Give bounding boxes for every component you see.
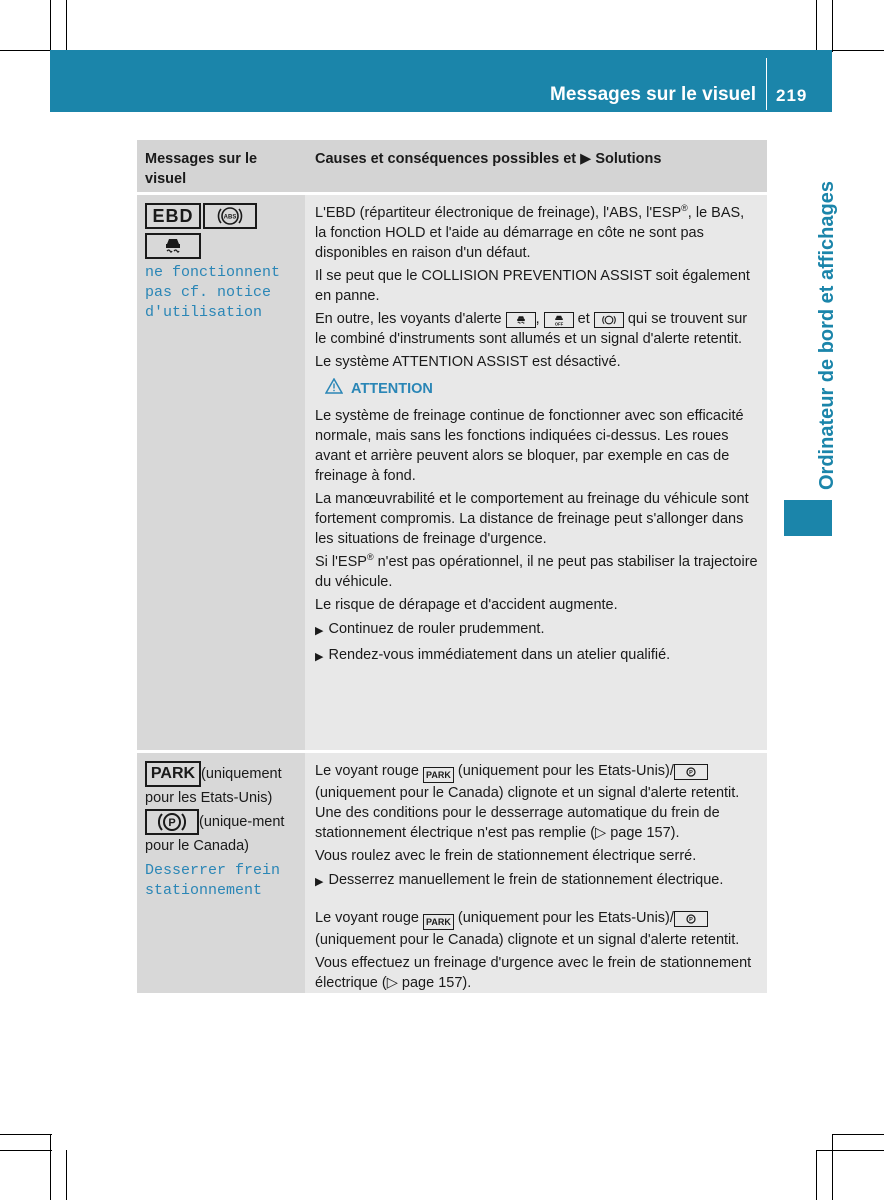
- triangle-bullet-icon: ▶: [315, 625, 324, 637]
- causes-cell: L'EBD (répartiteur électronique de freinage), l'ABS, l'ESP®, le BAS, la fonction HOLD et l'aide au démarrage en côte ne sont pas disponibles en raison d'un défaut. Il se peut que le COLLISION PREVENTION ASSIST soit également en panne. En outre, les voyants d'alerte , OFF et qui se trouvent sur le combiné d'instruments sont allumés et un signal d'alerte retentit. Le système ATTENTION ASSIST est désactivé. ATTENTION Le système de freinage continue de fonctionner avec son efficacité normale, mais sans les fonctions indiquées ci-dessus. Les roues avant et arrière peuvent alors se bloquer, par exemple en cas de freinage à fond. La manœuvrabilité et le comportement au freinage du véhicule sont fortement compromis. La distance de freinage peut s'allonger dans les situations de freinage d'urgence. Si l'ESP® n'est pas opérationnel, il ne peut pas stabiliser la trajectoire du véhicule. Le risque de dérapage et d'accident augmente. ▶ Continuez de rouler prudemment. ▶ Rendez-vous immédiatement dans un atelier qualifié.: [305, 195, 767, 750]
- svg-text:P: P: [689, 917, 693, 923]
- table-row: [137, 753, 767, 993]
- page-title: Messages sur le visuel: [550, 84, 756, 105]
- park-symbol-small: PARK: [423, 914, 454, 930]
- crop-mark: [50, 1134, 51, 1200]
- causes-block: Le voyant rouge PARK (uniquement pour les Etats-Unis)/ P (uniquement pour le Canada) clignote et un signal d'alerte retentit. Vous effectuez un freinage d'urgence avec le frein de stationnement électrique (▷ page 157).: [315, 910, 752, 991]
- display-symbols-cell: PARK (uniquement pour les Etats-Unis) P (unique-ment pour le Canada) Desserrer frein stationnement: [137, 753, 305, 993]
- car-skid-icon: [145, 233, 201, 259]
- crop-mark: [0, 1134, 52, 1135]
- park-symbol: PARK: [145, 761, 201, 787]
- parking-p-circle-icon: [674, 911, 708, 927]
- crop-mark: [816, 1150, 884, 1151]
- crop-mark: [816, 1150, 817, 1200]
- crop-mark: [816, 0, 817, 50]
- car-skid-off-icon: [544, 312, 574, 328]
- crop-mark: [832, 50, 884, 51]
- causes-cell: [305, 753, 767, 993]
- chapter-marker: [784, 500, 832, 536]
- header-divider: [766, 58, 767, 110]
- park-symbol-small: PARK: [423, 767, 454, 783]
- svg-text:ABS: ABS: [223, 214, 237, 221]
- col-header-messages: Messages sur le visuel: [145, 151, 258, 187]
- list-item: ▶ Continuez de rouler prudemment.: [315, 619, 759, 641]
- triangle-bullet-icon: ▶: [315, 876, 324, 888]
- car-skid-icon: [506, 312, 536, 328]
- crop-mark: [832, 1134, 884, 1135]
- messages-table: [137, 140, 767, 996]
- display-message: ne fonctionnent pas cf. notice d'utilisation: [145, 264, 281, 321]
- crop-mark: [0, 50, 52, 51]
- ebd-symbol: EBD: [145, 203, 201, 229]
- table-row: [137, 195, 767, 750]
- chapter-label-text: Ordinateur de bord et affichages: [816, 181, 838, 490]
- crop-mark: [50, 0, 51, 52]
- chapter-label: [790, 155, 838, 495]
- crop-mark: [832, 1134, 833, 1200]
- display-message: Desserrer frein stationnement: [145, 862, 281, 899]
- list-item: ▶ Desserrez manuellement le frein de stationnement électrique.: [315, 870, 759, 892]
- causes-block: Le voyant rouge PARK (uniquement pour les Etats-Unis)/ P (uniquement pour le Canada) clignote et un signal d'alerte retentit. Une des conditions pour le desserrage automatique du frein de stationnement électrique n'est pas remplie (▷ page 157). Vous roulez avec le frein de stationnement électrique serré. ▶ Desserrez manuellement le frein de stationnement électrique.: [305, 753, 767, 900]
- triangle-bullet-icon: ▶: [315, 651, 324, 663]
- svg-text:OFF: OFF: [554, 321, 563, 326]
- table-header: [137, 140, 767, 192]
- parking-p-circle-icon: [674, 764, 708, 780]
- crop-mark: [0, 1150, 52, 1151]
- abs-icon: [594, 312, 624, 328]
- arrow-right-icon: ▶: [580, 151, 592, 167]
- col-header-causes: Causes et conséquences possibles et ▶ Solutions: [315, 151, 662, 167]
- crop-mark: [832, 0, 833, 52]
- display-symbols-cell: [137, 195, 305, 750]
- page-number: 219: [776, 86, 808, 105]
- crop-mark: [66, 0, 67, 50]
- svg-text:P: P: [689, 770, 693, 776]
- list-item: ▶ Rendez-vous immédiatement dans un atelier qualifié.: [315, 645, 759, 667]
- svg-text:P: P: [168, 817, 176, 829]
- abs-icon: [203, 203, 257, 229]
- warning-heading: ATTENTION: [325, 378, 759, 400]
- warning-triangle-icon: [325, 378, 343, 400]
- parking-p-circle-icon: [145, 809, 199, 835]
- crop-mark: [66, 1150, 67, 1200]
